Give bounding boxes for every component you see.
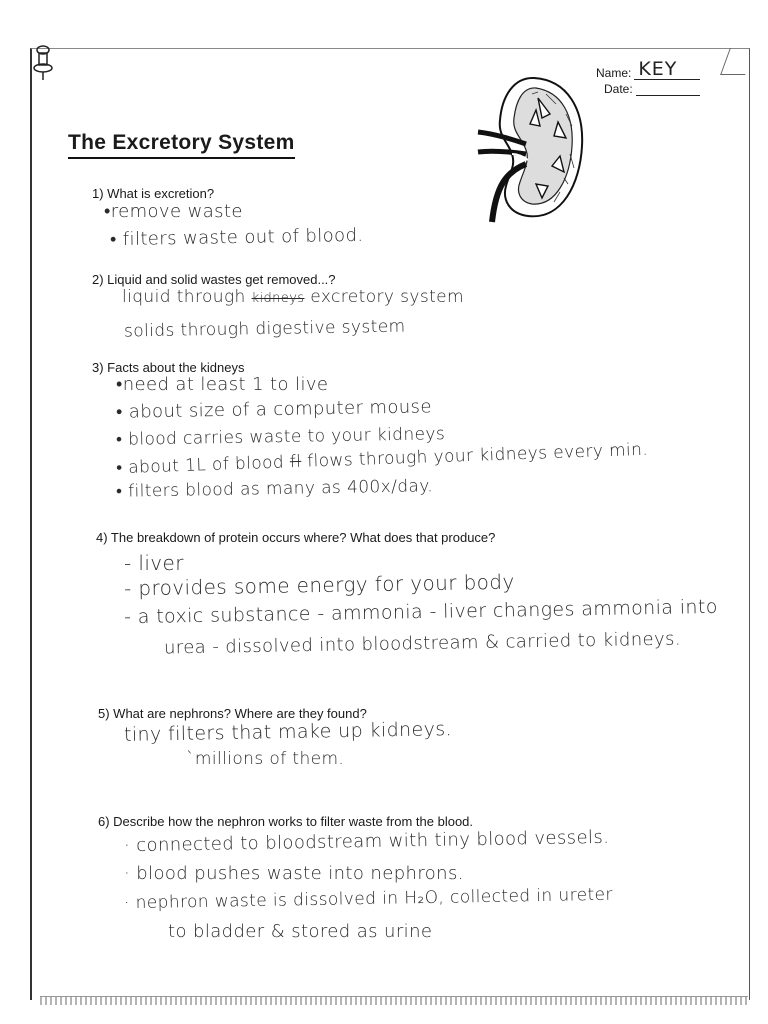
answer-5-line-2: `millions of them. — [186, 749, 345, 769]
name-field[interactable]: KEY — [634, 59, 700, 80]
answer-3-line-1: •need at least 1 to live — [116, 374, 329, 395]
answer-3-line-5: • filters blood as many as 400x/day. — [115, 476, 434, 502]
answer-4-line-4: urea - dissolved into bloodstream & carried to kidneys. — [163, 628, 682, 659]
answer-2-line-1-text: liquid through — [122, 287, 246, 307]
page-title: The Excretory System — [68, 130, 295, 159]
date-label: Date: — [604, 82, 633, 96]
answer-3-line-2: • about size of a computer mouse — [115, 396, 433, 423]
answer-2-line-1 — [122, 288, 464, 307]
answer-2-line-1-correction: excretory system — [310, 287, 465, 307]
name-label: Name: — [596, 66, 632, 80]
answer-2-line-2: solids through digestive system — [123, 316, 406, 342]
question-3: 3) Facts about the kidneys — [92, 360, 245, 375]
answer-3-line-4-text: • about 1L of blood — [115, 452, 285, 479]
answer-6-line-4: to bladder & stored as urine — [168, 921, 433, 942]
answer-6-line-1: · connected to bloodstream with tiny blood vessels. — [123, 826, 610, 857]
answer-3-crossed-out-mark: fl — [289, 451, 302, 473]
question-5: 5) What are nephrons? Where are they found? — [98, 706, 367, 721]
question-2: 2) Liquid and solid wastes get removed...? — [92, 272, 336, 287]
date-field[interactable] — [636, 83, 700, 96]
pushpin-icon — [32, 44, 54, 82]
answer-6-line-2: · blood pushes waste into nephrons. — [124, 863, 464, 884]
answer-1-line-1: •remove waste — [104, 201, 243, 222]
answer-6-line-3: · nephron waste is dissolved in H₂O, collected in ureter — [123, 884, 613, 914]
answer-2-crossed-out-word: kidneys — [251, 291, 305, 306]
answer-4-line-2: - provides some energy for your body — [123, 569, 515, 601]
answer-4-line-3: - a toxic substance - ammonia - liver changes ammonia into — [123, 595, 718, 629]
question-6: 6) Describe how the nephron works to filter waste from the blood. — [98, 814, 474, 829]
page-bottom-edge — [40, 996, 748, 1005]
answer-3-line-4-rest: flows through your kidneys every min. — [306, 439, 649, 472]
answer-5-line-1: tiny filters that make up kidneys. — [123, 718, 453, 746]
answer-1-line-2: • filters waste out of blood. — [109, 224, 364, 251]
question-1: 1) What is excretion? — [92, 186, 215, 201]
name-date-block — [596, 60, 700, 96]
answer-4-line-1: - liver — [124, 551, 184, 575]
question-4: 4) The breakdown of protein occurs where? What does that produce? — [96, 530, 496, 545]
answer-3-line-3: • blood carries waste to your kidneys — [115, 424, 446, 450]
kidney-illustration — [476, 74, 588, 224]
